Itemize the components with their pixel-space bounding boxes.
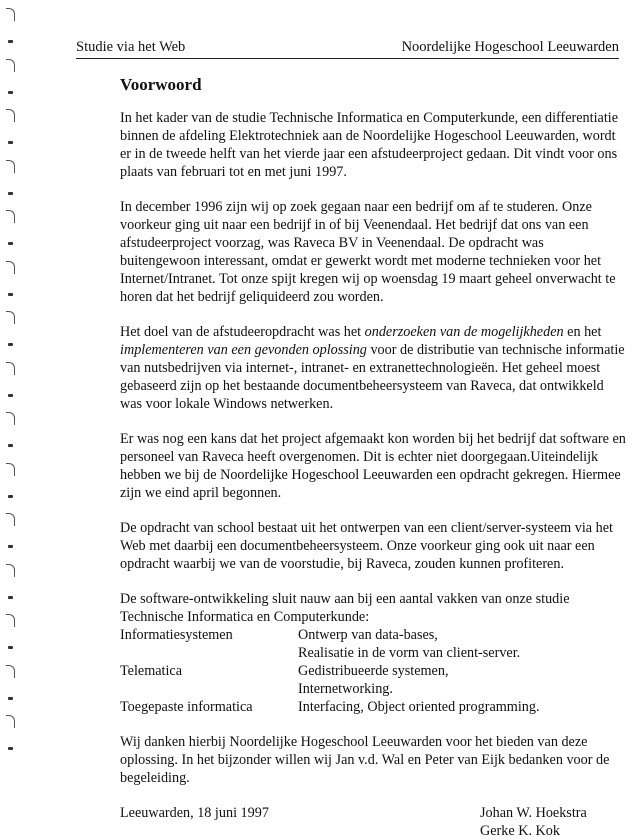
course-description (298, 662, 626, 698)
course-description-line: Realisatie in de vorm van client-server. (298, 645, 521, 661)
header-right: Noordelijke Hogeschool Leeuwarden (401, 39, 619, 55)
binding-ring (6, 362, 16, 400)
paragraph-2: In december 1996 zijn wij op zoek gegaan naar een bedrijf om af te studeren. Onze voorkeur ging uit naar een bedrijf in of bij Veenendaal. Het bedrijf dat ons van een afstudeerproject voorzag, was Raveca BV in Veenendaal. De opdracht was buitengewoon interessant, omdat er gewerkt wordt met moderne technieken voor het Internet/Intranet. Tot onze spijt kregen wij op woensdag 19 maart geheel onverwacht te horen dat het bedrijf geliquideerd zou worden. (120, 199, 616, 305)
running-header (76, 39, 619, 56)
signature-block (120, 804, 626, 840)
author-name: Johan W. Hoekstra (480, 805, 587, 821)
header-rule (76, 58, 619, 59)
binding-ring (6, 513, 16, 551)
header-left: Studie via het Web (76, 39, 186, 55)
paragraph-5: De opdracht van school bestaat uit het ontwerpen van een client/server-systeem via het Web met daarbij een documentbeheersysteem. Onze voorkeur ging ook uit naar een opdracht waarbij we van de voorstudie, bij Raveca, zouden kunnen profiteren. (120, 520, 613, 572)
binding-ring (6, 564, 16, 602)
paragraph-3-text-mid: en het (563, 324, 602, 340)
binding-ring (6, 412, 16, 450)
page-title: Voorwoord (120, 75, 202, 94)
paragraph-3 (120, 323, 626, 413)
paragraph-7: Wij danken hierbij Noordelijke Hogeschool Leeuwarden voor het bieden van deze oplossing. In het bijzonder willen wij Jan v.d. Wal en Peter van Eijk bedanken voor de begeleiding. (120, 734, 610, 786)
emphasis-onderzoeken: onderzoeken van de mogelijkheden (364, 324, 564, 340)
course-description-line: Internetworking. (298, 681, 393, 697)
course-description (298, 626, 626, 662)
paragraph-4: Er was nog een kans dat het project afgemaakt kon worden bij het bedrijf dat software en personeel van Raveca heeft overgenomen. Dit is echter niet doorgegaan.Uiteindelijk hebben we bij de Noordelijke Hogeschool Leeuwarden een opdracht gekregen. Hiermee zijn we eind april begonnen. (120, 431, 626, 501)
binding-ring (6, 8, 16, 46)
binding-ring (6, 160, 16, 198)
courses-section (120, 590, 626, 716)
place-date: Leeuwarden, 18 juni 1997 (120, 805, 269, 821)
binding-ring (6, 463, 16, 501)
author-name: Gerke K. Kok (480, 823, 560, 839)
course-description-line: Gedistribueerde systemen, (298, 663, 449, 679)
binding-ring (6, 715, 16, 753)
course-description (298, 698, 626, 716)
binding-ring (6, 59, 16, 97)
paragraph-3-text-before: Het doel van de afstudeeropdracht was het (120, 324, 365, 340)
paragraph-1: In het kader van de studie Technische Informatica en Computerkunde, een differentiatie binnen de afdeling Elektrotechniek aan de Noordelijke Hogeschool Leeuwarden, wordt er in de tweede helft van het vierde jaar een afstudeerproject gedaan. Dit vindt voor ons plaats van februari tot en met juni 1997. (120, 110, 619, 180)
spiral-binding (0, 0, 22, 740)
binding-ring (6, 614, 16, 652)
course-name: Telematica (120, 663, 183, 679)
binding-ring (6, 261, 16, 299)
course-name: Toegepaste informatica (120, 699, 253, 715)
course-description-line: Ontwerp van data-bases, (298, 627, 438, 643)
author-list (480, 804, 626, 840)
binding-ring (6, 210, 16, 248)
emphasis-implementeren: implementeren van een gevonden oplossing (120, 342, 367, 358)
binding-ring (6, 665, 16, 703)
paragraph-3-text-after: voor de distributie van technische informatie van nutsbedrijven via internet-, intranet- en extranettechnologieën. Het geheel moest gebaseerd zijn op het bestaande documentbeheersysteem van Raveca, dat ontwikkeld was voor lokale Windows netwerken. (120, 342, 625, 412)
course-description-line: Interfacing, Object oriented programming. (298, 699, 540, 715)
page-content (120, 75, 626, 840)
course-name: Informatiesystemen (120, 627, 233, 643)
binding-ring (6, 109, 16, 147)
paragraph-6: De software-ontwikkeling sluit nauw aan bij een aantal vakken van onze studie Technische Informatica en Computerkunde: (120, 591, 570, 625)
course-list (120, 626, 626, 716)
binding-ring (6, 311, 16, 349)
